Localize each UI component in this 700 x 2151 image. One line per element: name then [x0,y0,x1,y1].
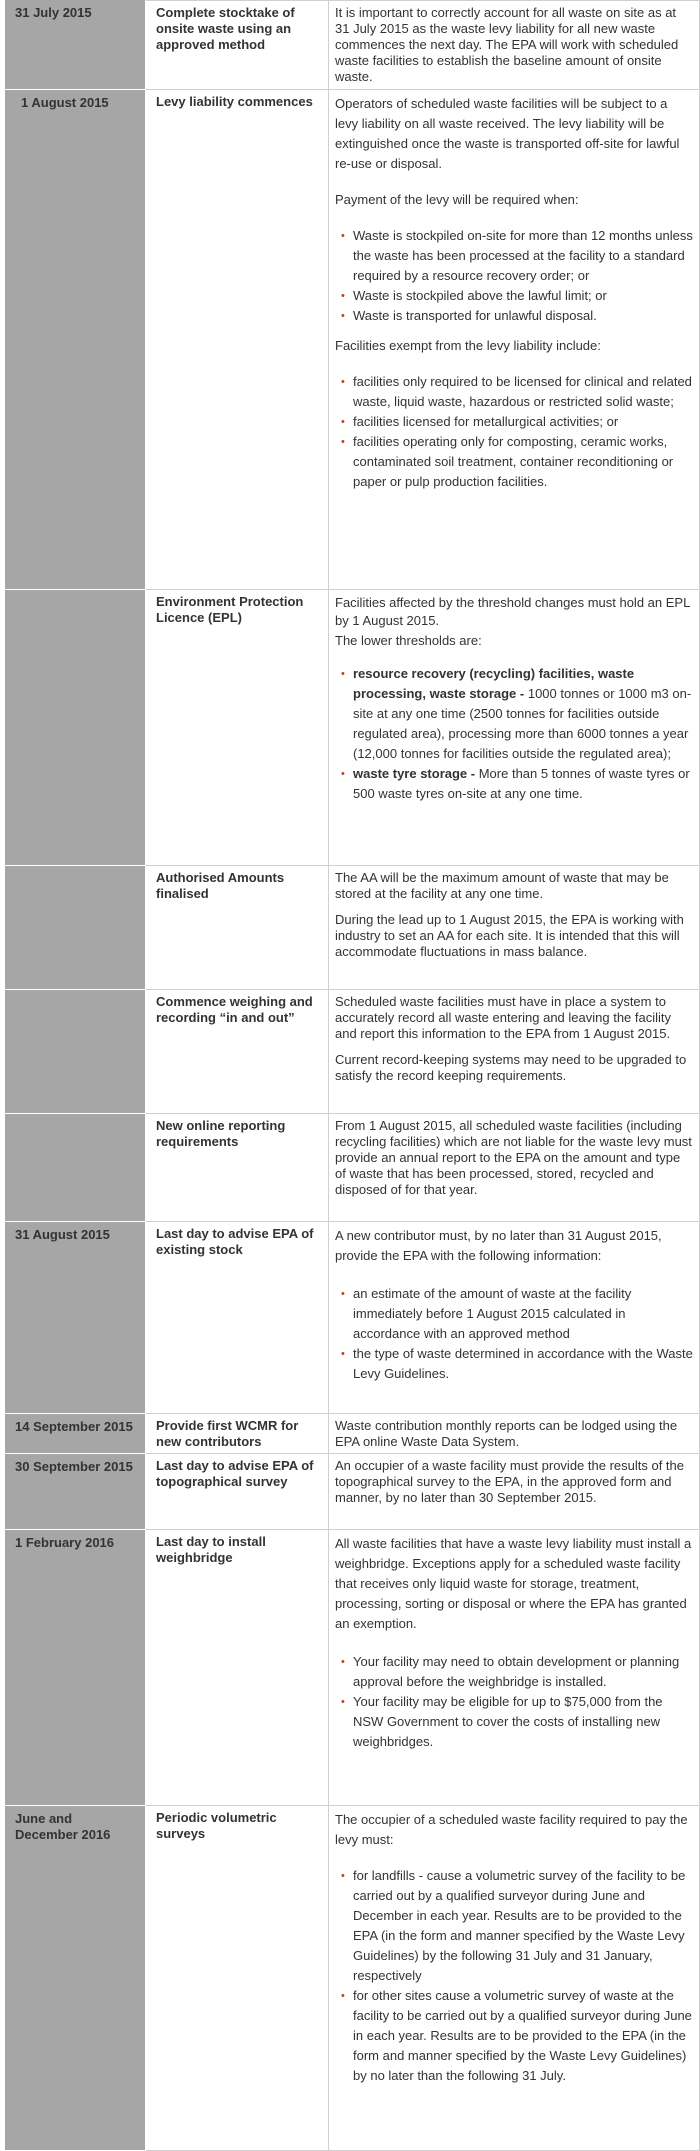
date-cell [5,1114,146,1222]
details-cell [328,1414,700,1454]
details-cell [328,1530,700,1806]
details-cell [328,990,700,1114]
detail-text: The lower thresholds are: [335,633,482,648]
table-row [5,1806,700,2151]
date-cell: 31 August 2015 [5,1222,146,1414]
activity-cell: Environment Protection Licence (EPL) [146,590,328,866]
list-item: • an estimate of the amount of waste at the facility immediately before 1 August 2015 calculated in accordance with an approved method [353,1284,693,1344]
list-item: • for other sites cause a volumetric survey of waste at the facility to be carried out by a qualified surveyor during June in each year. Results are to be provided to the EPA (in the form and manner specified by the Waste Levy Guidelines) by no later than the following 31 July. [353,1986,693,2086]
details-cell [328,90,700,590]
activity-cell: Levy liability commences [146,90,328,590]
date-cell: 31 July 2015 [5,0,146,90]
detail-text: Facilities exempt from the levy liability include: [335,338,601,353]
bullet-list [335,664,693,804]
bullet-list [335,226,693,326]
detail-text: Current record-keeping systems may need to be upgraded to satisfy the record keeping requirements. [335,1052,687,1083]
detail-text: The AA will be the maximum amount of waste that may be stored at the facility at any one time. [335,870,669,901]
details-cell [328,1806,700,2151]
activity-cell: Periodic volumetric surveys [146,1806,328,2151]
detail-text: Operators of scheduled waste facilities will be subject to a levy liability on all waste received. The levy liability will be extinguished once the waste is transported off-site for lawful re-use or disposal. [335,96,680,171]
detail-text: An occupier of a waste facility must provide the results of the topographical survey to the EPA, in the approved form and manner, by no later than 30 September 2015. [335,1458,685,1505]
date-cell: 1 August 2015 [5,90,146,590]
detail-text: Scheduled waste facilities must have in place a system to accurately record all waste entering and leaving the facility and report this information to the EPA from 1 August 2015. [335,994,672,1041]
list-item: • Waste is transported for unlawful disposal. [353,306,693,326]
table-row [5,1530,700,1806]
bullet-list [335,1866,693,2086]
detail-text: All waste facilities that have a waste levy liability must install a weighbridge. Exceptions apply for a scheduled waste facility that receives only liquid waste for storage, treatment, processing, sorting or disposal or where the EPA has granted an exemption. [335,1536,692,1631]
list-item: • Waste is stockpiled above the lawful limit; or [353,286,693,306]
table-row [5,90,700,590]
table-row [5,1222,700,1414]
bullet-list [335,372,693,492]
details-cell [328,590,700,866]
table-row [5,866,700,990]
details-cell [328,0,700,90]
date-cell: 1 February 2016 [5,1530,146,1806]
detail-text: A new contributor must, by no later than 31 August 2015, provide the EPA with the following information: [335,1228,662,1263]
list-item: • Waste is stockpiled on-site for more than 12 months unless the waste has been processed at the facility to a standard required by a resource recovery order; or [353,226,693,286]
detail-text: During the lead up to 1 August 2015, the EPA is working with industry to set an AA for each site. It is intended that this will accommodate fluctuations in mass balance. [335,912,684,959]
date-cell [5,590,146,866]
table-row [5,0,700,90]
bullet-list [335,1652,693,1752]
date-cell [5,990,146,1114]
date-cell: 14 September 2015 [5,1414,146,1454]
list-item: • Your facility may be eligible for up to $75,000 from the NSW Government to cover the costs of installing new weighbridges. [353,1692,693,1752]
list-item: • resource recovery (recycling) facilities, waste processing, waste storage - 1000 tonnes or 1000 m3 on-site at any one time (2500 tonnes for facilities outside regulated area), processing more than 6000 tonnes a year (12,000 tonnes for facilities outside the regulated area); [353,664,693,764]
date-cell [5,866,146,990]
details-cell [328,1114,700,1222]
details-cell [328,866,700,990]
date-cell: 30 September 2015 [5,1454,146,1530]
date-cell: June and December 2016 [5,1806,146,2151]
activity-cell: Last day to install weighbridge [146,1530,328,1806]
activity-cell: Commence weighing and recording “in and out” [146,990,328,1114]
detail-text: It is important to correctly account for all waste on site as at 31 July 2015 as the waste levy liability for all new waste commences the next day. The EPA will work with scheduled waste facilities to establish the baseline amount of onsite waste. [335,5,679,84]
activity-cell: Complete stocktake of onsite waste using an approved method [146,0,328,90]
table-row [5,1414,700,1454]
detail-text: Payment of the levy will be required when: [335,192,579,207]
activity-cell: Last day to advise EPA of topographical survey [146,1454,328,1530]
detail-text: From 1 August 2015, all scheduled waste facilities (including recycling facilities) which are not liable for the waste levy must provide an annual report to the EPA on the amount and type of waste that has been processed, stored, recycled and disposed of for that year. [335,1118,692,1197]
timeline-table [5,0,700,2151]
list-item: • facilities only required to be licensed for clinical and related waste, liquid waste, hazardous or restricted solid waste; [353,372,693,412]
details-cell [328,1222,700,1414]
table-row [5,1114,700,1222]
list-item: • the type of waste determined in accordance with the Waste Levy Guidelines. [353,1344,693,1384]
detail-text: Waste contribution monthly reports can be lodged using the EPA online Waste Data System. [335,1418,678,1449]
table-row [5,1454,700,1530]
table-row [5,590,700,866]
activity-cell: Provide first WCMR for new contributors [146,1414,328,1454]
list-item: • for landfills - cause a volumetric survey of the facility to be carried out by a qualified surveyor during June and December in each year. Results are to be provided to the EPA (in the form and manner specified by the Waste Levy Guidelines) by the following 31 July and 31 January, respectively [353,1866,693,1986]
details-cell [328,1454,700,1530]
list-item: • Your facility may need to obtain development or planning approval before the weighbridge is installed. [353,1652,693,1692]
table-row [5,990,700,1114]
activity-cell: New online reporting requirements [146,1114,328,1222]
activity-cell: Last day to advise EPA of existing stock [146,1222,328,1414]
detail-text: The occupier of a scheduled waste facility required to pay the levy must: [335,1812,688,1847]
bullet-list [335,1284,693,1384]
detail-text: Facilities affected by the threshold changes must hold an EPL by 1 August 2015. [335,595,690,628]
list-item: • waste tyre storage - More than 5 tonnes of waste tyres or 500 waste tyres on-site at any one time. [353,764,693,804]
list-item: • facilities operating only for composting, ceramic works, contaminated soil treatment, container reconditioning or paper or pulp production facilities. [353,432,693,492]
activity-cell: Authorised Amounts finalised [146,866,328,990]
list-item: • facilities licensed for metallurgical activities; or [353,412,693,432]
